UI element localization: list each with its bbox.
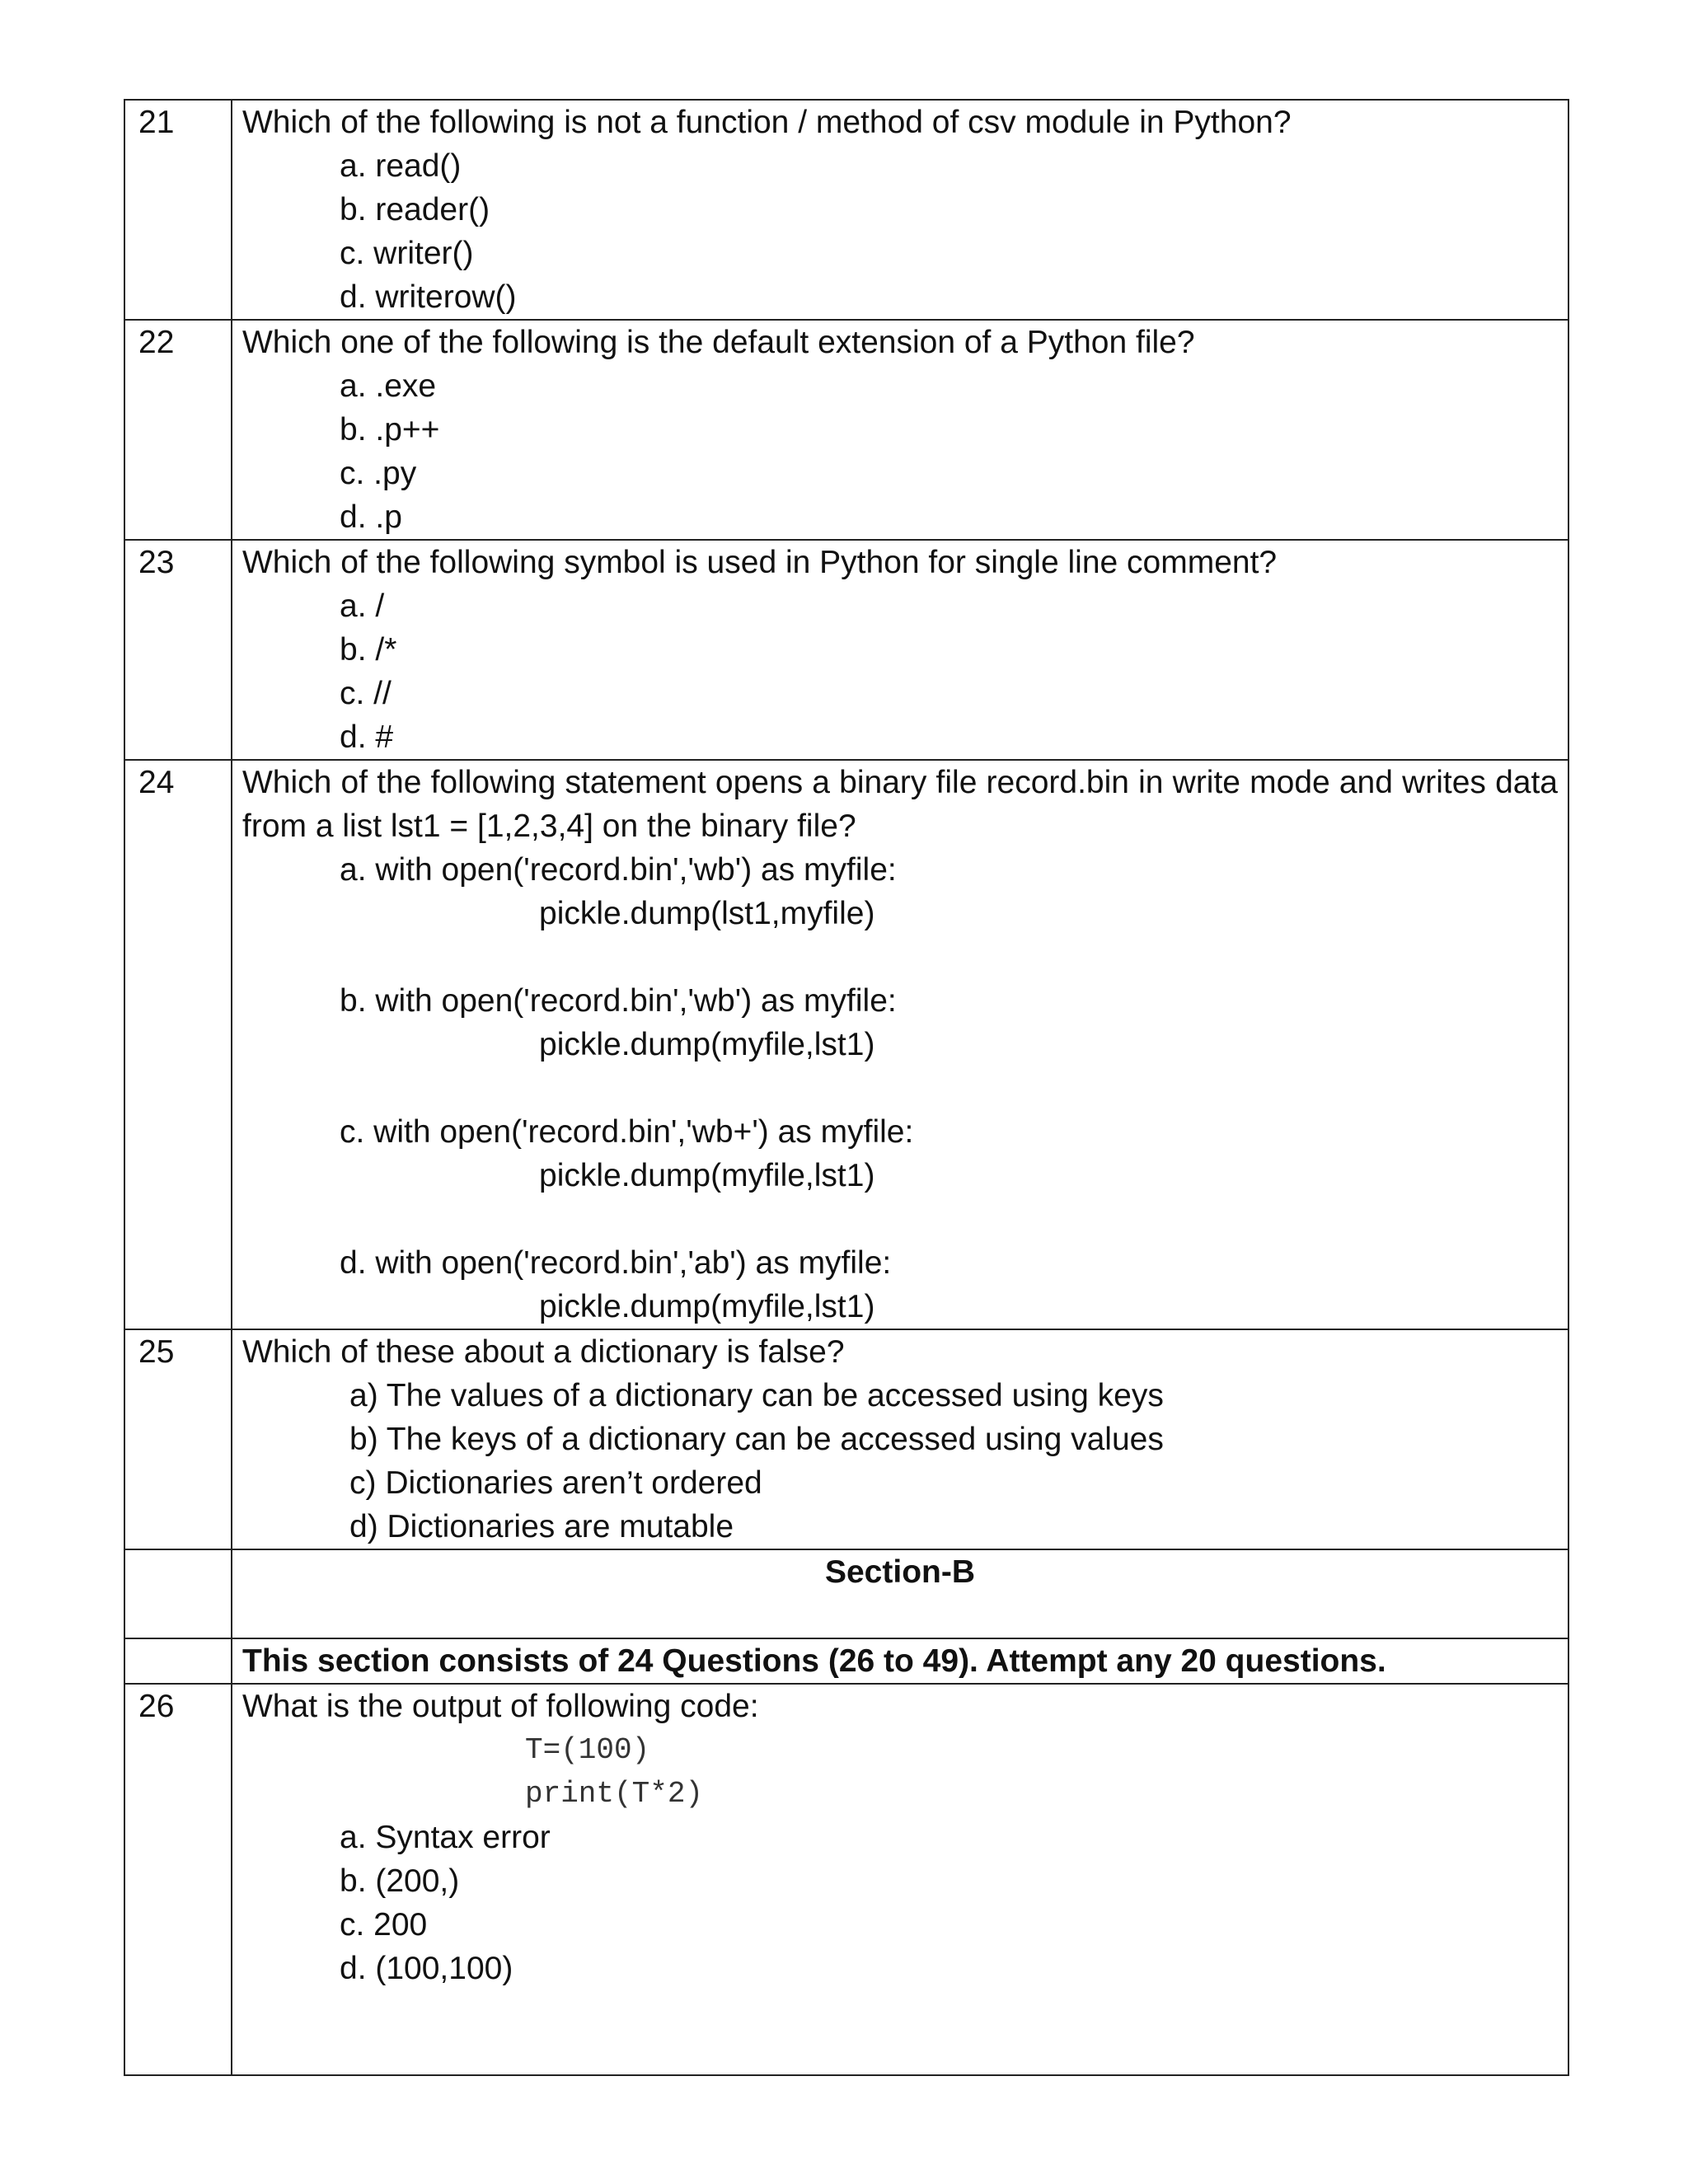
section-title-row	[124, 1549, 1568, 1638]
option-b: b) The keys of a dictionary can be accessed using values	[349, 1422, 1164, 1457]
option-d: d. with open('record.bin','ab') as myfile:	[340, 1245, 892, 1281]
spacer	[242, 935, 1558, 979]
question-text: What is the output of following code:	[242, 1689, 759, 1724]
question-row-25	[124, 1329, 1568, 1549]
question-body	[232, 1329, 1568, 1549]
option-c: c) Dictionaries aren’t ordered	[349, 1465, 762, 1501]
question-body	[232, 1684, 1568, 2075]
option-d: d. .p	[340, 499, 402, 535]
question-text: Which of the following is not a function / method of csv module in Python?	[242, 105, 1292, 140]
option-d: d) Dictionaries are mutable	[349, 1509, 734, 1544]
option-a: a. /	[340, 588, 385, 624]
question-body	[232, 760, 1568, 1329]
option-b-code: pickle.dump(myfile,lst1)	[539, 1027, 875, 1062]
option-c: c. writer()	[340, 236, 474, 271]
option-b: b. (200,)	[340, 1863, 460, 1899]
section-title: Section-B	[824, 1554, 975, 1590]
option-a-code: pickle.dump(lst1,myfile)	[539, 896, 875, 931]
option-a: a. with open('record.bin','wb') as myfile:	[340, 852, 897, 888]
question-body	[232, 100, 1568, 320]
spacer	[242, 1197, 1558, 1241]
question-row-26	[124, 1684, 1568, 2075]
option-b: b. reader()	[340, 192, 490, 227]
option-b: b. with open('record.bin','wb') as myfile:	[340, 983, 897, 1019]
section-instructions: This section consists of 24 Questions (26 to 49). Attempt any 20 questions.	[242, 1643, 1386, 1679]
question-text: Which of the following statement opens a binary file record.bin in write mode and writes data from a list lst1 = [1,2,3,4] on the binary file?	[242, 765, 1558, 844]
question-body	[232, 320, 1568, 540]
empty-number-cell	[124, 1638, 232, 1684]
question-number: 24	[124, 760, 232, 1329]
code-line-1: T=(100)	[525, 1733, 650, 1767]
question-number: 21	[124, 100, 232, 320]
spacer	[242, 1066, 1558, 1110]
question-number: 26	[124, 1684, 232, 2075]
question-table	[124, 99, 1569, 2076]
option-b: b. .p++	[340, 412, 440, 448]
question-text: Which one of the following is the default extension of a Python file?	[242, 325, 1195, 360]
option-d: d. writerow()	[340, 279, 517, 315]
question-text: Which of the following symbol is used in Python for single line comment?	[242, 545, 1278, 580]
question-number: 23	[124, 540, 232, 760]
question-body	[232, 540, 1568, 760]
question-text: Which of these about a dictionary is false?	[242, 1334, 845, 1370]
option-d-code: pickle.dump(myfile,lst1)	[539, 1289, 875, 1324]
code-line-2: print(T*2)	[525, 1777, 704, 1811]
option-c: c. //	[340, 676, 392, 711]
option-b: b. /*	[340, 632, 397, 668]
question-row-21	[124, 100, 1568, 320]
option-a: a) The values of a dictionary can be accessed using keys	[349, 1378, 1164, 1413]
section-title-cell	[232, 1549, 1568, 1638]
question-row-22	[124, 320, 1568, 540]
option-c: c. with open('record.bin','wb+') as myfile:	[340, 1114, 914, 1150]
option-c: c. 200	[340, 1907, 428, 1943]
option-a: a. .exe	[340, 368, 437, 404]
section-note-row	[124, 1638, 1568, 1684]
question-number: 25	[124, 1329, 232, 1549]
option-c: c. .py	[340, 456, 417, 491]
option-d: d. (100,100)	[340, 1951, 513, 1986]
question-row-23	[124, 540, 1568, 760]
question-number: 22	[124, 320, 232, 540]
option-d: d. #	[340, 719, 394, 755]
option-c-code: pickle.dump(myfile,lst1)	[539, 1158, 875, 1193]
question-row-24	[124, 760, 1568, 1329]
empty-number-cell	[124, 1549, 232, 1638]
section-note-cell	[232, 1638, 1568, 1684]
option-a: a. Syntax error	[340, 1820, 551, 1855]
option-a: a. read()	[340, 148, 462, 184]
